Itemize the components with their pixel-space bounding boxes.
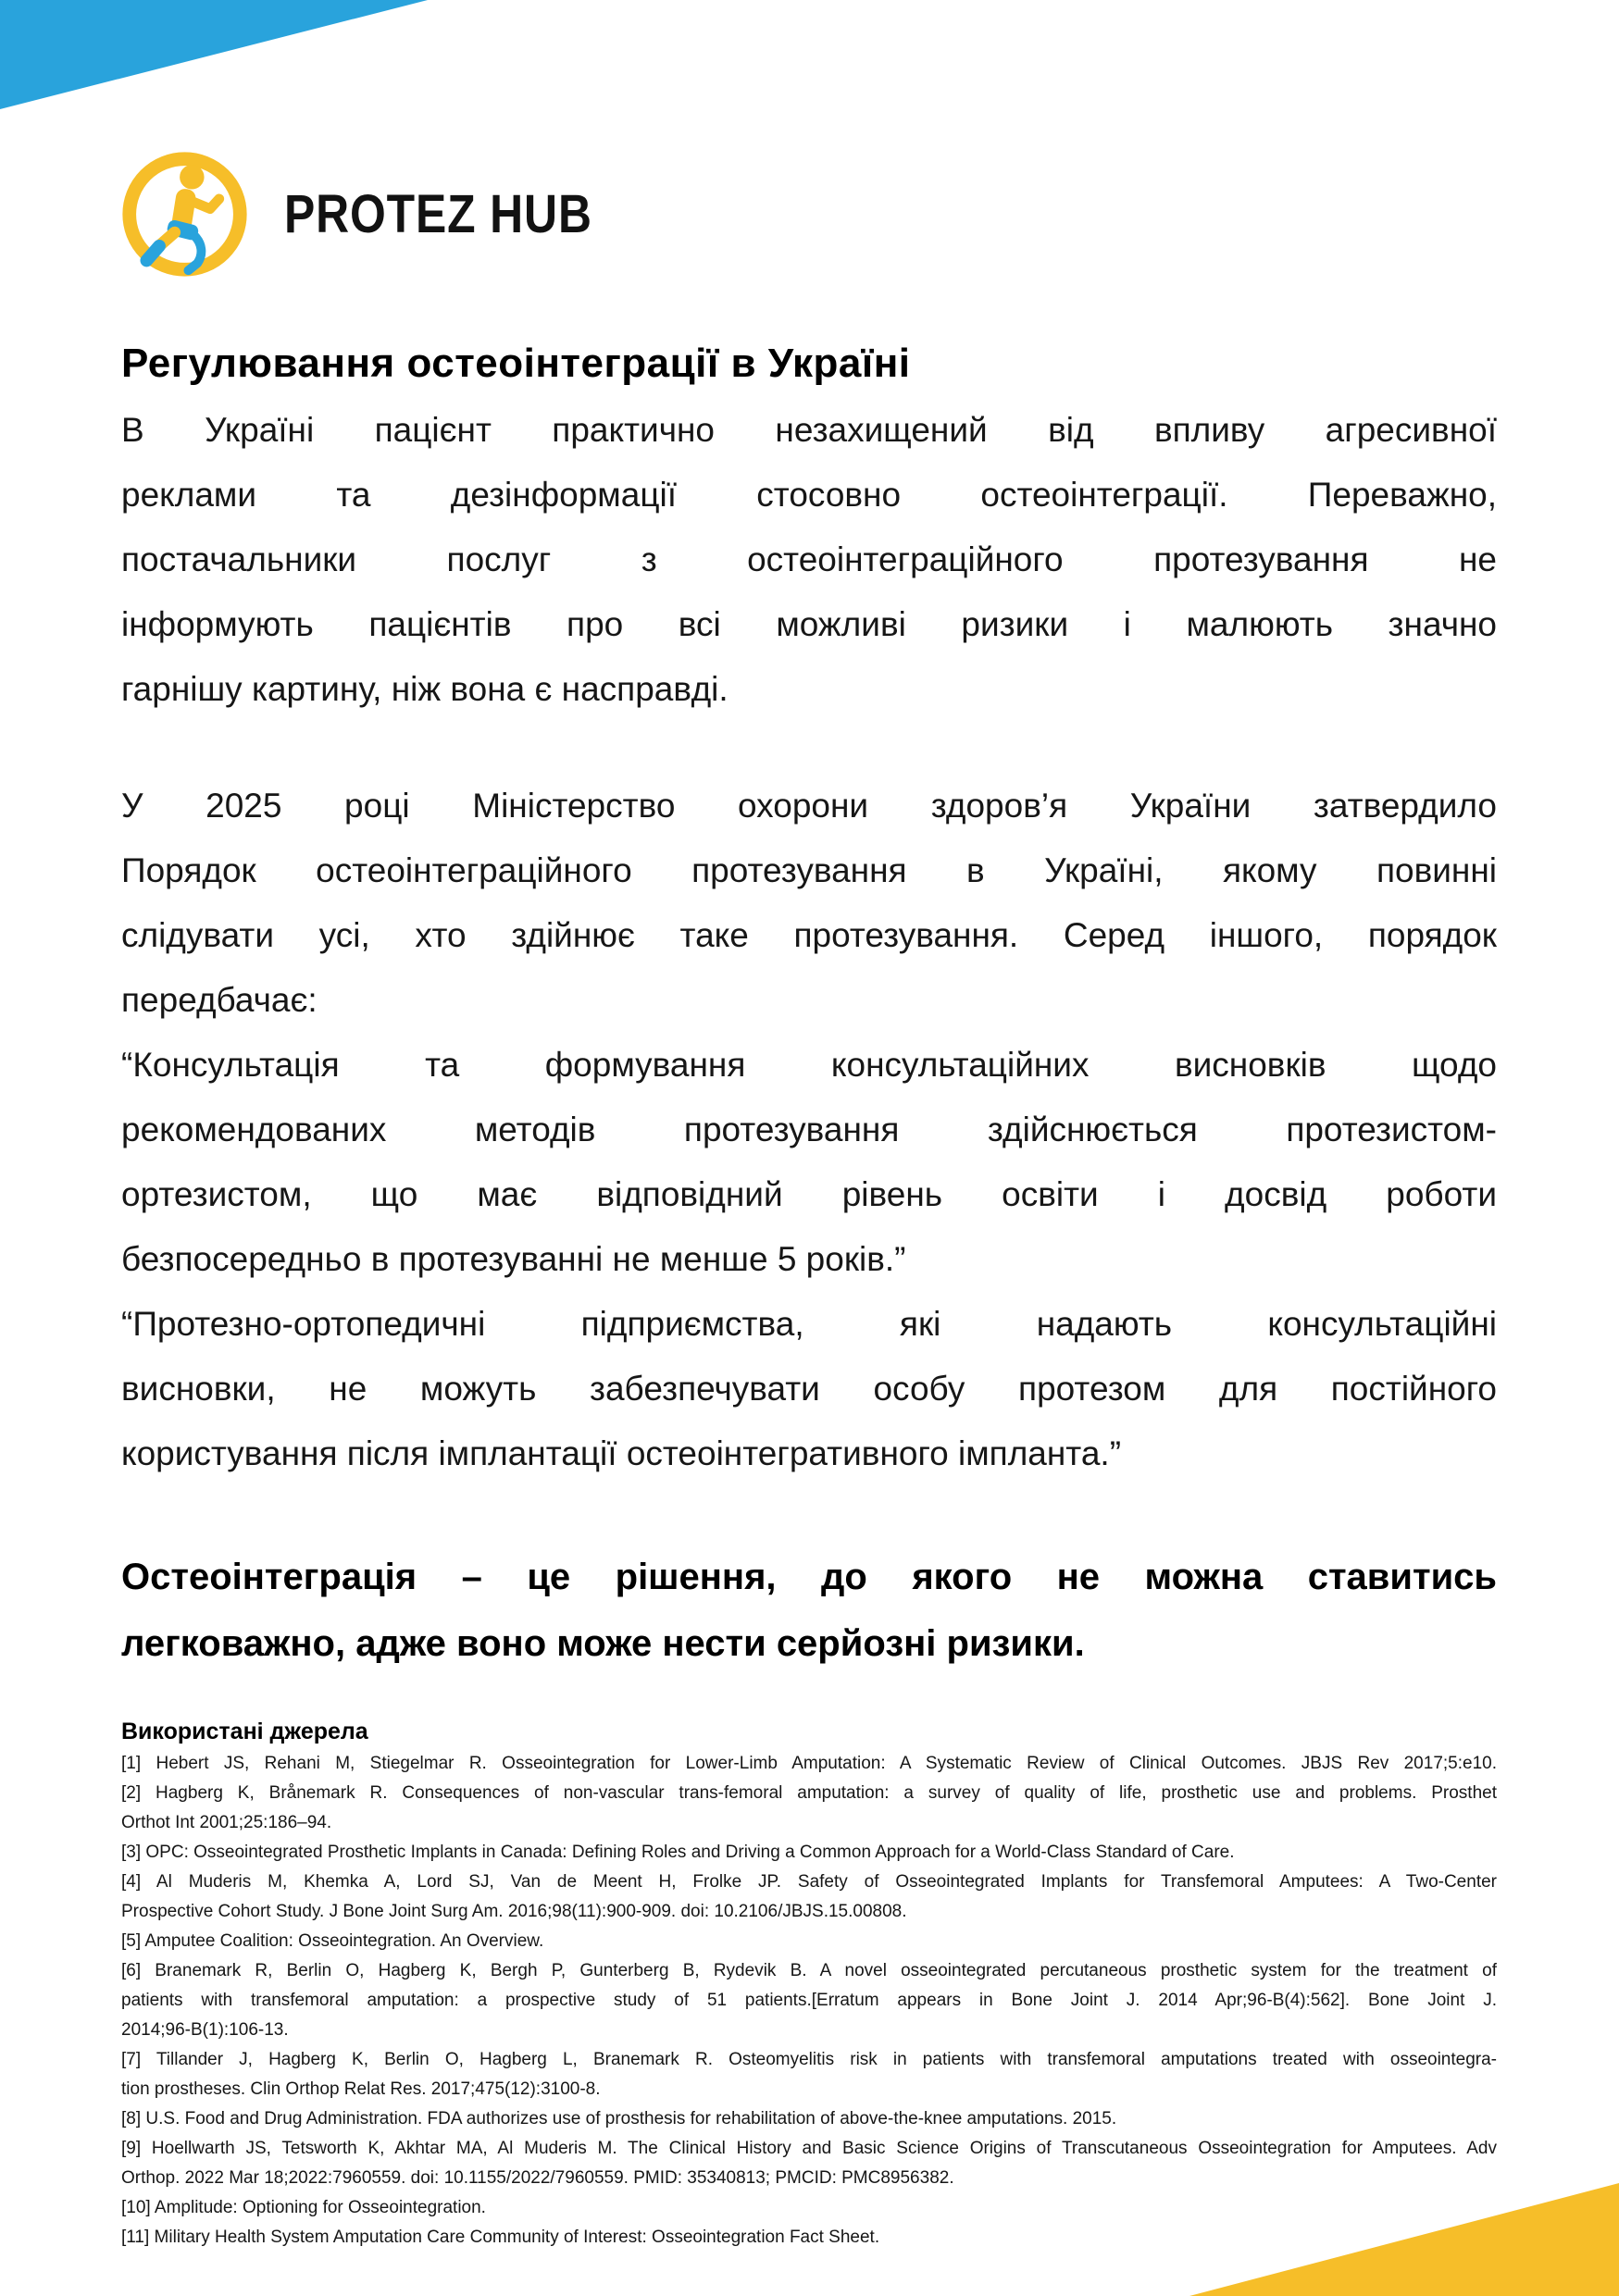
references-list	[121, 1749, 1497, 2253]
runner-with-prosthetic-leg-icon	[117, 146, 253, 282]
text-line: [3] OPC: Osseointegrated Prosthetic Implants in Canada: Defining Roles and Driving a Common Approach for a World-Class Standard of Care.	[121, 1843, 1235, 1862]
text-line: “Консультація та формування консультаційних висновків щодо	[121, 1046, 1497, 1084]
text-line: Prospective Cohort Study. J Bone Joint Surg Am. 2016;98(11):900-909. doi: 10.2106/JBJS.15.00808.	[121, 1902, 907, 1921]
text-line: Orthot Int 2001;25:186–94.	[121, 1813, 332, 1832]
text-line: безпосередньо в протезуванні не менше 5 років.”	[121, 1240, 906, 1278]
reference-item	[121, 2045, 1497, 2104]
sources-heading: Використані джерела	[121, 1719, 368, 1744]
text-line: [4] Al Muderis M, Khemka A, Lord SJ, Van de Meent H, Frolke JP. Safety of Osseointegrated Implants for Transfemoral Amputees: A Two-Center	[121, 1872, 1497, 1892]
text-line: рекомендованих методів протезування здійснюється протезистом-	[121, 1111, 1497, 1148]
text-line: Порядок остеоінтеграційного протезування в Україні, якому повинні	[121, 851, 1497, 889]
text-line: [1] Hebert JS, Rehani M, Stiegelmar R. Osseointegration for Lower-Limb Amputation: A Systematic Review of Clinical Outcomes. JBJS Rev 2017;5:e10.	[121, 1754, 1497, 1773]
text-line: [9] Hoellwarth JS, Tetsworth K, Akhtar MA, Al Muderis M. The Clinical History and Basic Science Origins of Transcutaneous Osseointegration for Amputees. Adv	[121, 2139, 1497, 2158]
text-line: Остеоінтеграція – це рішення, до якого не можна ставитись	[121, 1557, 1497, 1597]
text-line: [2] Hagberg K, Brånemark R. Consequences of non-vascular trans-femoral amputation: a survey of quality of life, prosthetic use and problems. Prosthet	[121, 1783, 1497, 1803]
text-line: слідувати усі, хто здійнює таке протезування. Серед іншого, порядок	[121, 916, 1497, 954]
top-left-blue-triangle-decoration	[0, 0, 428, 109]
text-line: постачальники послуг з остеоінтеграційного протезування не	[121, 540, 1497, 578]
text-line: [6] Branemark R, Berlin O, Hagberg K, Bergh P, Gunterberg B, Rydevik B. A novel osseointegrated percutaneous prosthetic system for the treatment of	[121, 1961, 1497, 1980]
text-line: висновки, не можуть забезпечувати особу протезом для постійного	[121, 1370, 1497, 1408]
sources-section	[121, 1716, 1497, 2253]
text-line: В Україні пацієнт практично незахищений від впливу агресивної	[121, 411, 1497, 449]
text-line: гарнішу картину, ніж вона є насправді.	[121, 670, 729, 708]
reference-item	[121, 2104, 1497, 2134]
reference-item	[121, 2193, 1497, 2223]
text-line: [7] Tillander J, Hagberg K, Berlin O, Hagberg L, Branemark R. Osteomyelitis risk in patients with transfemoral amputations treated with osseointegra-	[121, 2050, 1497, 2069]
reference-item	[121, 1868, 1497, 1927]
protez-hub-logo	[117, 146, 642, 282]
text-line: реклами та дезінформації стосовно остеоінтеграції. Переважно,	[121, 476, 1497, 514]
text-line: інформують пацієнтів про всі можливі ризики і малюють значно	[121, 605, 1497, 643]
text-line: [5] Amputee Coalition: Osseointegration. An Overview.	[121, 1931, 544, 1951]
paragraph-intro	[121, 398, 1497, 722]
article	[121, 329, 1497, 2253]
text-line: patients with transfemoral amputation: a prospective study of 51 patients.[Erratum appears in Bone Joint J. 2014 Apr;96-B(4):562]. Bone Joint J.	[121, 1991, 1497, 2010]
text-line: легковажно, адже воно може нести серйозні ризики.	[121, 1623, 1085, 1664]
reference-item	[121, 1749, 1497, 1779]
text-line: tion prostheses. Clin Orthop Relat Res. 2017;475(12):3100-8.	[121, 2079, 601, 2099]
text-line: [8] U.S. Food and Drug Administration. FDA authorizes use of prosthesis for rehabilitation of above-the-knee amputations. 2015.	[121, 2109, 1117, 2128]
reference-item	[121, 2223, 1497, 2253]
text-line: “Протезно-ортопедичні підприємства, які надають консультаційні	[121, 1305, 1497, 1343]
article-title: Регулювання остеоінтеграції в Україні	[121, 341, 911, 386]
reference-item	[121, 1927, 1497, 1956]
text-line: ортезистом, що має відповідний рівень освіти і досвід роботи	[121, 1175, 1497, 1213]
text-line: [11] Military Health System Amputation Care Community of Interest: Osseointegration Fact Sheet.	[121, 2228, 880, 2247]
reference-item	[121, 1779, 1497, 1838]
text-line: [10] Amplitude: Optioning for Osseointegration.	[121, 2198, 486, 2217]
text-line: користування після імплантації остеоінтегративного імпланта.”	[121, 1434, 1122, 1472]
text-line: передбачає:	[121, 981, 318, 1019]
reference-item	[121, 2134, 1497, 2193]
paragraph-regulation	[121, 774, 1497, 1486]
text-line: 2014;96-B(1):106-13.	[121, 2020, 289, 2040]
text-line: Orthop. 2022 Mar 18;2022:7960559. doi: 10.1155/2022/7960559. PMID: 35340813; PMCID: PMC8956382.	[121, 2168, 954, 2188]
text-line: У 2025 році Міністерство охорони здоров’я України затвердило	[121, 787, 1497, 825]
reference-item	[121, 1956, 1497, 2045]
brand-name: PROTEZ HUB	[284, 184, 592, 244]
conclusion-statement	[121, 1544, 1497, 1677]
reference-item	[121, 1838, 1497, 1868]
